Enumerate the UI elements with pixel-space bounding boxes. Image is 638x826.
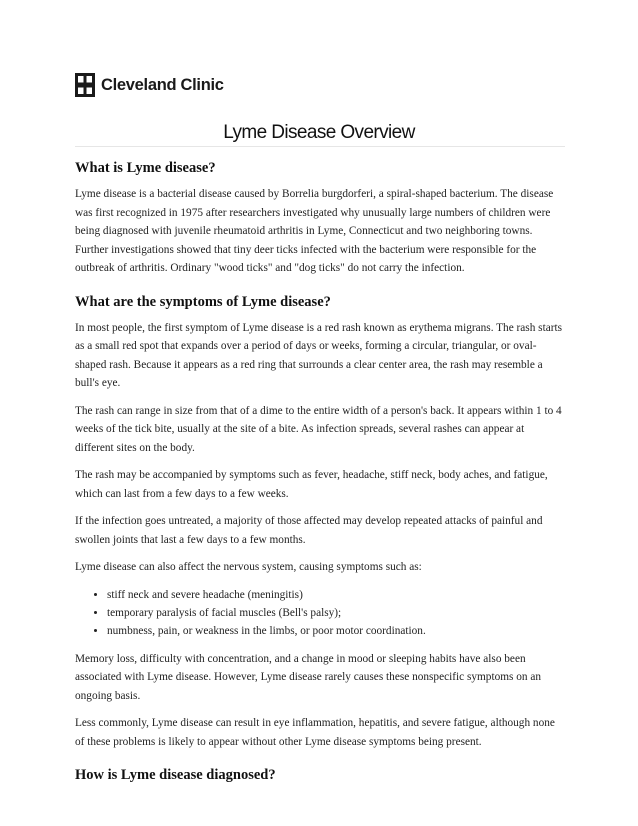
paragraph: If the infection goes untreated, a majority of those affected may develop repeated attacks of painful and swollen joints that last a few days to a few months.: [75, 515, 543, 546]
cleveland-clinic-cross-icon: [75, 73, 95, 97]
section-heading: What is Lyme disease?: [75, 160, 216, 176]
paragraph: In most people, the first symptom of Lyme disease is a red rash known as erythema migrans. The rash starts as a small red spot that expands over a period of days or weeks, forming a circular, triangular, or oval-shaped rash. Because it appears as a red ring that surrounds a clear center area, the rash may resemble a bull's eye.: [75, 321, 563, 389]
logo-text: Cleveland Clinic: [101, 75, 224, 94]
paragraph: The rash may be accompanied by symptoms such as fever, headache, stiff neck, body aches, and fatigue, which can last from a few days to a few weeks.: [75, 469, 548, 500]
section-heading: What are the symptoms of Lyme disease?: [75, 293, 331, 310]
paragraph: Lyme disease is a bacterial disease caused by Borrelia burgdorferi, a spiral-shaped bacterium. The disease was first recognized in 1975 after researchers investigated why unusually large numbers of children were being diagnosed with juvenile rheumatoid arthritis in Lyme, Connecticut and two neighboring towns. Further investigations showed that tiny deer ticks infected with the bacterium were responsible for the outbreak of arthritis. Ordinary "wood ticks" and "dog ticks" do not carry the infection.: [75, 188, 554, 274]
cleveland-clinic-logo: [75, 73, 224, 97]
paragraph: Memory loss, difficulty with concentration, and a change in mood or sleeping habits have also been associated with Lyme disease. However, Lyme disease rarely causes these nonspecific symptoms on an ongoing basis.: [75, 652, 542, 702]
document-body: [75, 153, 565, 788]
title-divider: [75, 146, 565, 147]
list-item: • temporary paralysis of facial muscles (Bell's palsy);: [107, 604, 565, 622]
list-item: • numbness, pain, or weakness in the limbs, or poor motor coordination.: [107, 622, 565, 640]
paragraph: The rash can range in size from that of a dime to the entire width of a person's back. It appears within 1 to 4 weeks of the tick bite, usually at the site of a bite. As infection spreads, several rashes can appear at different sites on the body.: [75, 404, 562, 454]
symptom-list: [75, 586, 565, 640]
paragraph: Lyme disease can also affect the nervous system, causing symptoms such as:: [75, 561, 422, 573]
page-title: Lyme Disease Overview: [223, 122, 415, 143]
list-item: • stiff neck and severe headache (meningitis): [107, 586, 565, 604]
section-heading: How is Lyme disease diagnosed?: [75, 767, 276, 783]
paragraph: Less commonly, Lyme disease can result in eye inflammation, hepatitis, and severe fatigue, although none of these problems is likely to appear without other Lyme disease symptoms being present.: [75, 717, 555, 748]
